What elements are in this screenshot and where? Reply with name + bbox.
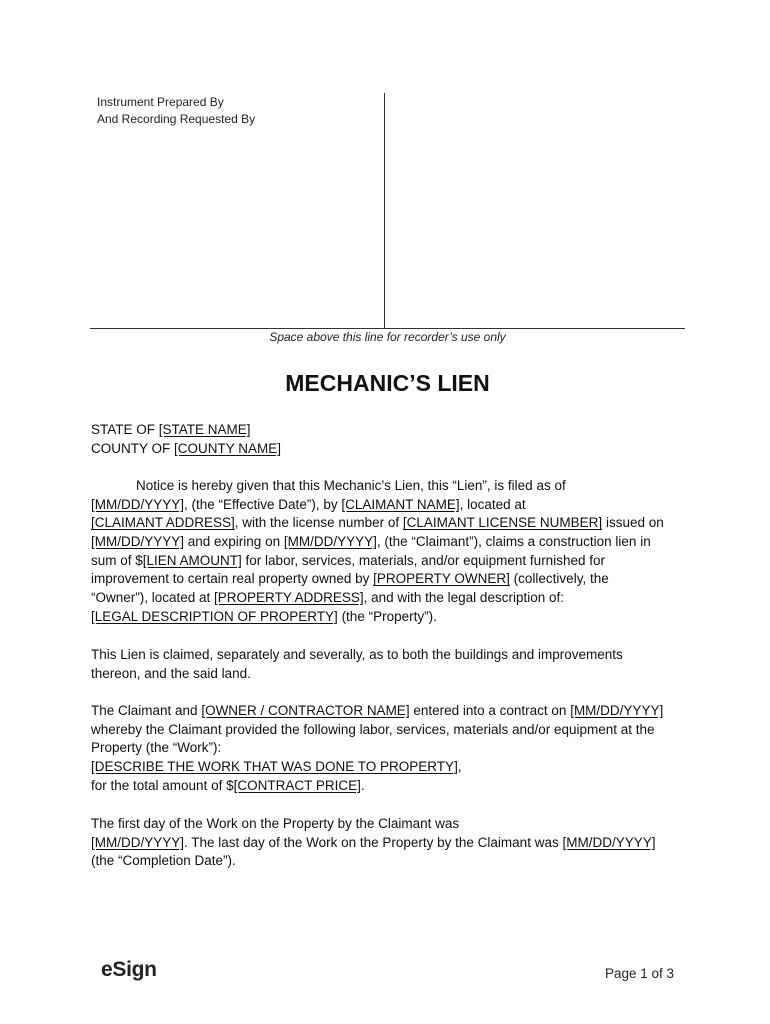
work-description-field: [DESCRIBE THE WORK THAT WAS DONE TO PROPERTY] <box>91 759 458 775</box>
recorder-box-horizontal-divider <box>90 328 685 329</box>
recording-header <box>97 94 255 128</box>
work-dates-paragraph: The first day of the Work on the Property by the Claimant was [MM/DD/YYYY]. The last day of the Work on the Property by the Claimant was [MM/DD/YYYY] (the “Completion Date”). <box>91 816 656 869</box>
first-day-field: [MM/DD/YYYY] <box>91 834 185 850</box>
recorder-note: Space above this line for recorder’s use only <box>269 330 506 344</box>
effective-date-field: [MM/DD/YYYY] <box>91 496 185 512</box>
state-name-field: [STATE NAME] <box>158 422 251 437</box>
claimant-name-field: [CLAIMANT NAME] <box>341 496 460 512</box>
expiry-date-field: [MM/DD/YYYY] <box>283 534 377 550</box>
owner-contractor-field: [OWNER / CONTRACTOR NAME] <box>201 703 410 718</box>
contract-paragraph: The Claimant and [OWNER / CONTRACTOR NAME] entered into a contract on [MM/DD/YYYY] whereby the Claimant provided the following labor, services, materials and/or equipment at the Property (the “Work”): [DESCRIBE THE WORK THAT WAS DONE TO PROPERTY], for the total amount of $[CONTRACT PRICE]. <box>91 703 664 793</box>
document-title: MECHANIC’S LIEN <box>285 370 490 396</box>
county-name-field: [COUNTY NAME] <box>174 440 282 456</box>
property-owner-field: [PROPERTY OWNER] <box>373 571 510 587</box>
legal-description-field: [LEGAL DESCRIPTION OF PROPERTY] <box>91 608 338 624</box>
last-day-field: [MM/DD/YYYY] <box>562 834 656 850</box>
recording-requested-by-label: And Recording Requested By <box>97 112 256 126</box>
issue-date-field: [MM/DD/YYYY] <box>91 534 185 550</box>
contract-date-field: [MM/DD/YYYY] <box>570 703 664 718</box>
county-label: COUNTY OF <box>91 440 175 456</box>
recorder-box-vertical-divider <box>384 93 385 329</box>
contract-price-field: [CONTRACT PRICE] <box>233 777 361 793</box>
prepared-by-label: Instrument Prepared By <box>97 95 224 109</box>
claim-scope-paragraph: This Lien is claimed, separately and severally, as to both the buildings and improvements thereon, and the said land. <box>91 647 623 681</box>
license-number-field: [CLAIMANT LICENSE NUMBER] <box>402 515 603 531</box>
state-label: STATE OF <box>91 422 159 437</box>
lien-amount-field: [LIEN AMOUNT] <box>142 552 242 568</box>
jurisdiction-block <box>91 421 691 458</box>
claimant-address-field: [CLAIMANT ADDRESS] <box>91 515 235 531</box>
property-address-field: [PROPERTY ADDRESS] <box>214 590 364 606</box>
page-number: Page 1 of 3 <box>605 966 675 981</box>
notice-paragraph: Notice is hereby given that this Mechanic’s Lien, this “Lien”, is filed as of [MM/DD/YYYY], (the “Effective Date”), by [CLAIMANT NAME], located at [CLAIMANT ADDRESS], with the license number of [CLAIMANT LICENSE NUMBER] issued on [MM/DD/YYYY] and expiring on [MM/DD/YYYY], (the “Claimant”), claims a construction lien in sum of $[LIEN AMOUNT] for labor, services, materials, and/or equipment furnished for improvement to certain real property owned by [PROPERTY OWNER] (collectively, the “Owner”), located at [PROPERTY ADDRESS], and with the legal description of: [LEGAL DESCRIPTION OF PROPERTY] (the “Property”). <box>91 478 664 624</box>
county-line <box>91 440 691 459</box>
state-line <box>91 421 691 440</box>
esign-logo: eSign <box>101 958 157 981</box>
